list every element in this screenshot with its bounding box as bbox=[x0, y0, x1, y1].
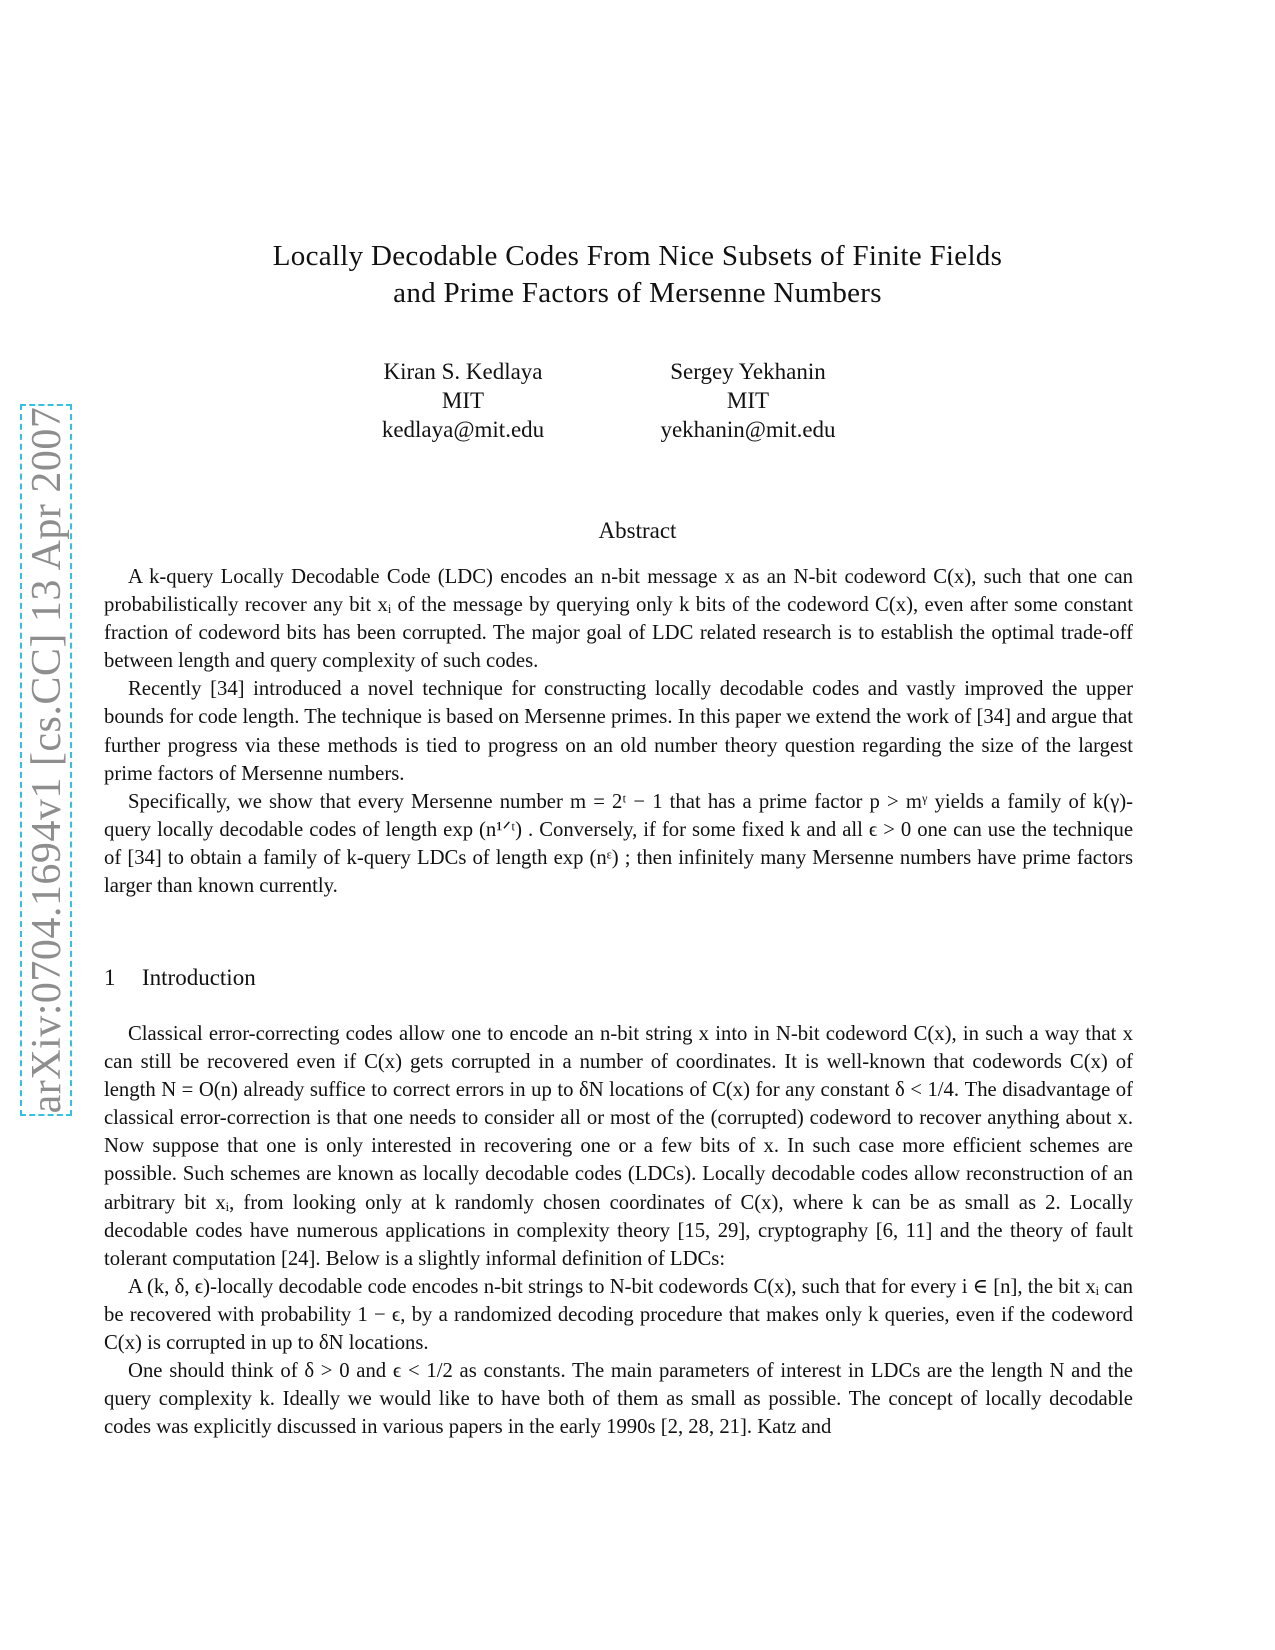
paper-title bbox=[0, 238, 1275, 312]
abstract-paragraph: Specifically, we show that every Mersenne number m = 2ᵗ − 1 that has a prime factor p > mᵞ yields a family of k(γ)-query locally decodable codes of length exp (n¹ᐟᵗ) . Conversely, if for some fixed k and all ϵ > 0 one can use the technique of [34] to obtain a family of k-query LDCs of length exp (nᵋ) ; then infinitely many Mersenne numbers have prime factors larger than known currently. bbox=[104, 790, 1133, 898]
introduction-body bbox=[104, 1020, 1133, 1441]
section-title: Introduction bbox=[142, 965, 256, 990]
author-block-1 bbox=[343, 357, 583, 444]
section-heading bbox=[104, 965, 256, 991]
body-paragraph: A (k, δ, ϵ)-locally decodable code encodes n-bit strings to N-bit codewords C(x), such that for every i ∈ [n], the bit xᵢ can be recovered with probability 1 − ϵ, by a randomized decoding procedure that makes only k queries, even if the codeword C(x) is corrupted in up to δN locations. bbox=[104, 1275, 1133, 1355]
author-name: Sergey Yekhanin bbox=[670, 359, 826, 384]
body-paragraph: One should think of δ > 0 and ϵ < 1/2 as constants. The main parameters of interest in LDCs are the length N and the query complexity k. Ideally we would like to have both of them as small as possible. The concept of locally decodable codes was explicitly discussed in various papers in the early 1990s [2, 28, 21]. Katz and bbox=[104, 1360, 1133, 1439]
arxiv-identifier: arXiv:0704.1694v1 [cs.CC] 13 Apr 2007 bbox=[24, 406, 70, 1114]
abstract-heading: Abstract bbox=[598, 518, 677, 543]
author-email: yekhanin@mit.edu bbox=[660, 417, 836, 442]
author-name: Kiran S. Kedlaya bbox=[383, 359, 543, 384]
abstract-paragraph: Recently [34] introduced a novel technique for constructing locally decodable codes and vastly improved the upper bounds for code length. The technique is based on Mersenne primes. In this paper we extend the work of [34] and argue that further progress via these methods is tied to progress on an old number theory question regarding the size of the largest prime factors of Mersenne numbers. bbox=[104, 678, 1133, 785]
author-block-2 bbox=[628, 357, 868, 444]
section-number: 1 bbox=[104, 965, 116, 990]
abstract-body bbox=[104, 563, 1133, 900]
title-line-2: and Prime Factors of Mersenne Numbers bbox=[393, 277, 882, 309]
author-email: kedlaya@mit.edu bbox=[381, 417, 545, 442]
body-paragraph: Classical error-correcting codes allow one to encode an n-bit string x into in N-bit codeword C(x), in such a way that x can still be recovered even if C(x) gets corrupted in a number of coordinates. It is well-known that codewords C(x) of length N = O(n) already suffice to correct errors in up to δN locations of C(x) for any constant δ < 1/4. The disadvantage of classical error-correction is that one needs to consider all or most of the (corrupted) codeword to recover anything about x. Now suppose that one is only interested in recovering one or a few bits of x. In such case more efficient schemes are possible. Such schemes are known as locally decodable codes (LDCs). Locally decodable codes allow reconstruction of an arbitrary bit xᵢ, from looking only at k randomly chosen coordinates of C(x), where k can be as small as 2. Locally decodable codes have numerous applications in complexity theory [15, 29], cryptography [6, 11] and the theory of fault tolerant computation [24]. Below is a slightly informal definition of LDCs: bbox=[104, 1023, 1133, 1270]
author-affiliation: MIT bbox=[441, 388, 485, 413]
abstract-paragraph: A k-query Locally Decodable Code (LDC) encodes an n-bit message x as an N-bit codeword C(x), such that one can probabilistically recover any bit xᵢ of the message by querying only k bits of the codeword C(x), even after some constant fraction of codeword bits has been corrupted. The major goal of LDC related research is to establish the optimal trade-off between length and query complexity of such codes. bbox=[104, 566, 1133, 673]
author-affiliation: MIT bbox=[726, 388, 770, 413]
title-line-1: Locally Decodable Codes From Nice Subsets of Finite Fields bbox=[272, 240, 1003, 272]
